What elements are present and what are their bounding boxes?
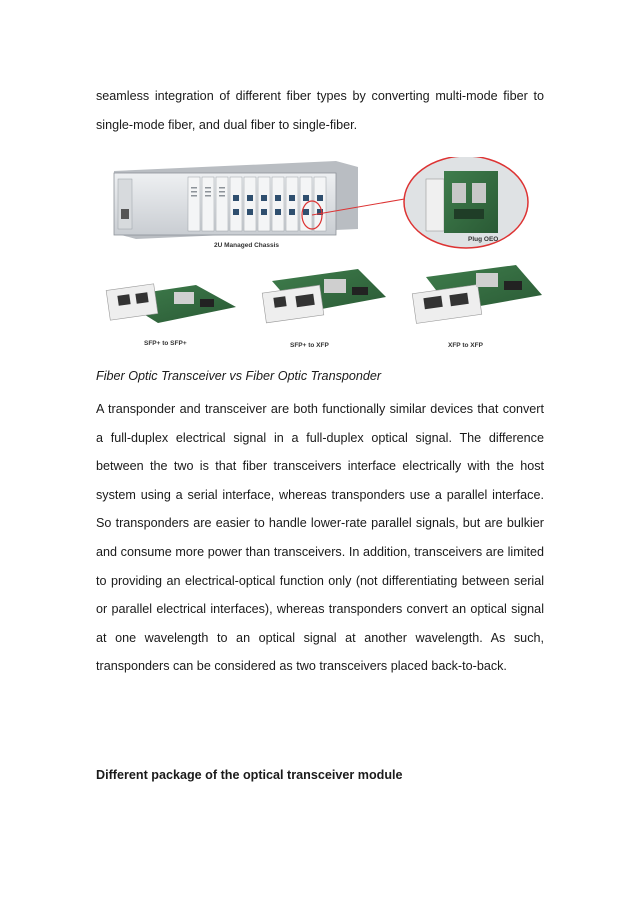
module-xfp-xfp-image xyxy=(412,265,542,349)
section-heading: Fiber Optic Transceiver vs Fiber Optic Transponder xyxy=(96,369,382,383)
intro-paragraph: seamless integration of different fiber types by converting multi-mode fiber to single-mode fiber, and dual fiber to single-fiber. xyxy=(96,89,544,132)
plug-oeo-caption: Plug OEO xyxy=(468,236,499,243)
module-sfp-xfp-image xyxy=(262,269,386,349)
product-illustration xyxy=(96,157,544,362)
module-caption-1: SFP+ to SFP+ xyxy=(144,340,187,347)
bold-heading: Different package of the optical transceiver module xyxy=(96,768,403,782)
product-figure xyxy=(96,157,544,362)
body-paragraph: A transponder and transceiver are both functionally similar devices that convert a full-duplex electrical signal in a full-duplex optical signal. The difference between the two is that fiber transceivers interface electrically with the host system using a serial interface, whereas transponders use a parallel interface. So transponders are easier to handle lower-rate parallel signals, but are bulkier and consume more power than transceivers. In addition, transceivers are limited to providing an electrical-optical function only (not differentiating between serial or parallel electrical interfaces), whereas transponders convert an optical signal at one wavelength to an optical signal at another wavelength. As such, transponders can be considered as two transceivers placed back-to-back. xyxy=(96,402,544,674)
chassis-caption: 2U Managed Chassis xyxy=(214,242,280,249)
chassis-image xyxy=(114,161,358,249)
module-caption-2: SFP+ to XFP xyxy=(290,342,329,349)
module-sfp-sfp-image xyxy=(106,284,236,347)
module-caption-3: XFP to XFP xyxy=(448,342,483,349)
